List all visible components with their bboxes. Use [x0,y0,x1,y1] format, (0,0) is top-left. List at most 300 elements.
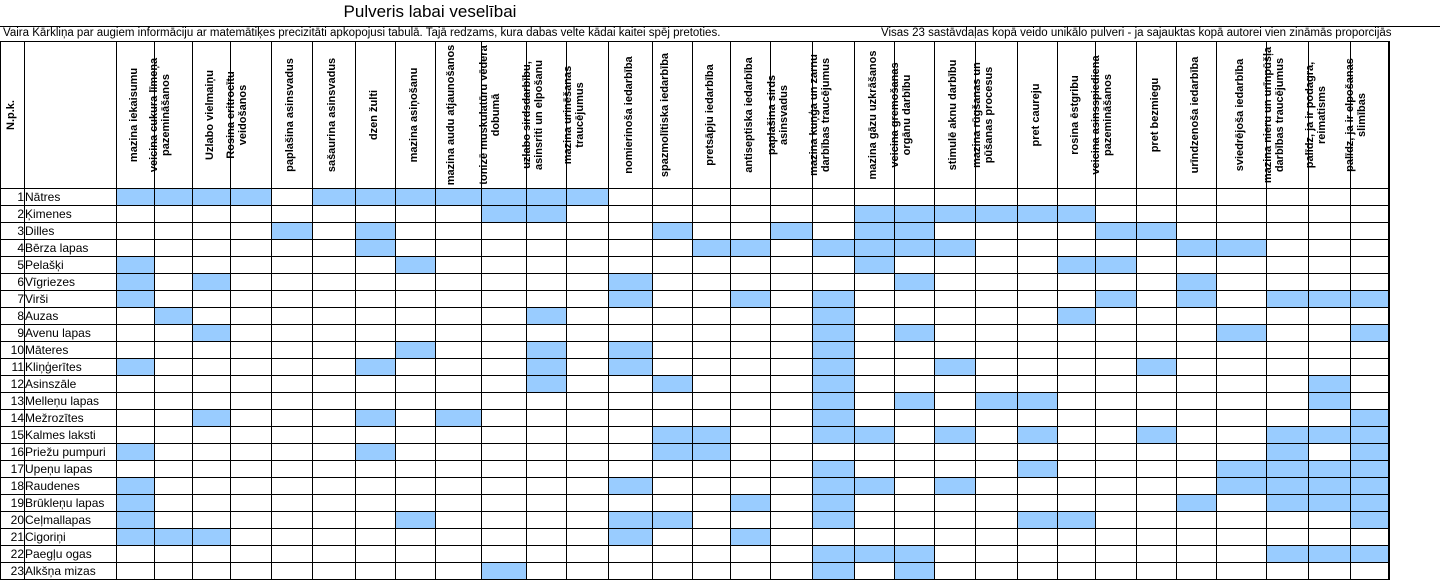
empty-cell[interactable] [1389,495,1390,512]
marked-cell[interactable] [482,563,527,580]
empty-cell[interactable] [231,444,272,461]
empty-cell[interactable] [1018,444,1058,461]
marked-cell[interactable] [356,444,396,461]
empty-cell[interactable] [1096,410,1137,427]
marked-cell[interactable] [935,206,976,223]
marked-cell[interactable] [895,393,935,410]
empty-cell[interactable] [567,478,609,495]
empty-cell[interactable] [272,240,313,257]
empty-cell[interactable] [935,495,976,512]
herb-name[interactable]: Auzas [25,308,117,325]
empty-cell[interactable] [895,410,935,427]
empty-cell[interactable] [356,325,396,342]
empty-cell[interactable] [1309,444,1351,461]
empty-cell[interactable] [1351,308,1389,325]
empty-cell[interactable] [1267,223,1309,240]
empty-cell[interactable] [1309,563,1351,580]
empty-cell[interactable] [1389,410,1390,427]
empty-cell[interactable] [356,376,396,393]
empty-cell[interactable] [482,325,527,342]
empty-cell[interactable] [1177,342,1217,359]
empty-cell[interactable] [231,410,272,427]
empty-cell[interactable] [1389,240,1390,257]
empty-cell[interactable] [567,308,609,325]
empty-cell[interactable] [567,206,609,223]
empty-cell[interactable] [527,478,567,495]
empty-cell[interactable] [813,189,855,206]
marked-cell[interactable] [1351,512,1389,529]
empty-cell[interactable] [396,359,436,376]
empty-cell[interactable] [272,257,313,274]
marked-cell[interactable] [895,325,935,342]
empty-cell[interactable] [313,410,356,427]
empty-cell[interactable] [527,546,567,563]
empty-cell[interactable] [527,240,567,257]
marked-cell[interactable] [813,495,855,512]
empty-cell[interactable] [855,342,895,359]
marked-cell[interactable] [1309,427,1351,444]
empty-cell[interactable] [356,291,396,308]
marked-cell[interactable] [1137,223,1177,240]
empty-cell[interactable] [731,410,771,427]
empty-cell[interactable] [813,223,855,240]
empty-cell[interactable] [976,342,1018,359]
empty-cell[interactable] [231,359,272,376]
empty-cell[interactable] [1351,189,1389,206]
marked-cell[interactable] [155,529,193,546]
empty-cell[interactable] [231,206,272,223]
empty-cell[interactable] [653,325,693,342]
empty-cell[interactable] [193,512,231,529]
empty-cell[interactable] [771,376,813,393]
empty-cell[interactable] [272,461,313,478]
empty-cell[interactable] [231,240,272,257]
empty-cell[interactable] [1137,529,1177,546]
marked-cell[interactable] [193,529,231,546]
empty-cell[interactable] [313,444,356,461]
empty-cell[interactable] [527,444,567,461]
empty-cell[interactable] [1351,529,1389,546]
marked-cell[interactable] [1177,291,1217,308]
empty-cell[interactable] [1267,563,1309,580]
empty-cell[interactable] [609,257,653,274]
empty-cell[interactable] [1137,240,1177,257]
empty-cell[interactable] [1177,325,1217,342]
empty-cell[interactable] [313,478,356,495]
empty-cell[interactable] [313,376,356,393]
empty-cell[interactable] [1177,529,1217,546]
marked-cell[interactable] [1096,291,1137,308]
empty-cell[interactable] [313,274,356,291]
empty-cell[interactable] [1217,427,1267,444]
empty-cell[interactable] [356,478,396,495]
empty-cell[interactable] [1217,189,1267,206]
empty-cell[interactable] [693,257,731,274]
marked-cell[interactable] [1351,546,1389,563]
herb-name[interactable]: Melleņu lapas [25,393,117,410]
marked-cell[interactable] [609,342,653,359]
empty-cell[interactable] [313,512,356,529]
empty-cell[interactable] [1267,240,1309,257]
empty-cell[interactable] [1267,189,1309,206]
marked-cell[interactable] [117,359,155,376]
empty-cell[interactable] [231,512,272,529]
empty-cell[interactable] [771,529,813,546]
empty-cell[interactable] [1058,342,1096,359]
empty-cell[interactable] [272,427,313,444]
empty-cell[interactable] [1309,359,1351,376]
empty-cell[interactable] [1351,274,1389,291]
empty-cell[interactable] [117,308,155,325]
empty-cell[interactable] [813,274,855,291]
empty-cell[interactable] [653,206,693,223]
empty-cell[interactable] [482,478,527,495]
empty-cell[interactable] [396,410,436,427]
empty-cell[interactable] [155,427,193,444]
empty-cell[interactable] [693,206,731,223]
empty-cell[interactable] [1018,189,1058,206]
empty-cell[interactable] [1177,512,1217,529]
marked-cell[interactable] [1351,410,1389,427]
empty-cell[interactable] [313,529,356,546]
marked-cell[interactable] [117,257,155,274]
empty-cell[interactable] [117,376,155,393]
empty-cell[interactable] [155,478,193,495]
marked-cell[interactable] [356,410,396,427]
empty-cell[interactable] [1137,444,1177,461]
empty-cell[interactable] [935,223,976,240]
marked-cell[interactable] [356,189,396,206]
empty-cell[interactable] [855,512,895,529]
herb-name[interactable]: Ceļmallapas [25,512,117,529]
empty-cell[interactable] [272,546,313,563]
marked-cell[interactable] [1267,427,1309,444]
empty-cell[interactable] [1177,308,1217,325]
empty-cell[interactable] [693,512,731,529]
herb-name[interactable]: Alkšņa mizas [25,563,117,580]
empty-cell[interactable] [1137,512,1177,529]
empty-cell[interactable] [1018,274,1058,291]
empty-cell[interactable] [1309,189,1351,206]
empty-cell[interactable] [1217,359,1267,376]
empty-cell[interactable] [693,189,731,206]
empty-cell[interactable] [482,495,527,512]
empty-cell[interactable] [1389,546,1390,563]
empty-cell[interactable] [117,342,155,359]
marked-cell[interactable] [1177,274,1217,291]
empty-cell[interactable] [396,495,436,512]
empty-cell[interactable] [693,274,731,291]
marked-cell[interactable] [895,274,935,291]
empty-cell[interactable] [1018,325,1058,342]
marked-cell[interactable] [1217,325,1267,342]
empty-cell[interactable] [813,206,855,223]
empty-cell[interactable] [231,461,272,478]
marked-cell[interactable] [436,189,482,206]
empty-cell[interactable] [1096,240,1137,257]
empty-cell[interactable] [976,427,1018,444]
empty-cell[interactable] [976,359,1018,376]
empty-cell[interactable] [1058,410,1096,427]
herb-name[interactable]: Kliņģerītes [25,359,117,376]
marked-cell[interactable] [231,189,272,206]
empty-cell[interactable] [117,546,155,563]
empty-cell[interactable] [771,359,813,376]
marked-cell[interactable] [653,427,693,444]
empty-cell[interactable] [1351,342,1389,359]
marked-cell[interactable] [609,529,653,546]
empty-cell[interactable] [935,512,976,529]
empty-cell[interactable] [1058,325,1096,342]
marked-cell[interactable] [813,342,855,359]
empty-cell[interactable] [855,563,895,580]
empty-cell[interactable] [1096,376,1137,393]
empty-cell[interactable] [313,359,356,376]
row-number[interactable]: 6 [1,274,25,291]
empty-cell[interactable] [1267,308,1309,325]
marked-cell[interactable] [527,308,567,325]
empty-cell[interactable] [1389,444,1390,461]
row-number[interactable]: 21 [1,529,25,546]
empty-cell[interactable] [813,529,855,546]
empty-cell[interactable] [272,308,313,325]
empty-cell[interactable] [935,410,976,427]
empty-cell[interactable] [653,410,693,427]
empty-cell[interactable] [1177,478,1217,495]
herb-name[interactable]: Asinszāle [25,376,117,393]
marked-cell[interactable] [482,206,527,223]
empty-cell[interactable] [895,529,935,546]
empty-cell[interactable] [895,461,935,478]
empty-cell[interactable] [272,393,313,410]
empty-cell[interactable] [1309,325,1351,342]
empty-cell[interactable] [693,546,731,563]
marked-cell[interactable] [1389,325,1390,342]
marked-cell[interactable] [1309,291,1351,308]
marked-cell[interactable] [482,189,527,206]
empty-cell[interactable] [155,546,193,563]
empty-cell[interactable] [567,427,609,444]
empty-cell[interactable] [771,512,813,529]
empty-cell[interactable] [155,461,193,478]
marked-cell[interactable] [609,478,653,495]
empty-cell[interactable] [855,461,895,478]
empty-cell[interactable] [272,563,313,580]
marked-cell[interactable] [976,393,1018,410]
empty-cell[interactable] [272,512,313,529]
empty-cell[interactable] [653,461,693,478]
empty-cell[interactable] [527,291,567,308]
empty-cell[interactable] [155,342,193,359]
empty-cell[interactable] [976,223,1018,240]
marked-cell[interactable] [1137,427,1177,444]
marked-cell[interactable] [1217,478,1267,495]
empty-cell[interactable] [1058,189,1096,206]
empty-cell[interactable] [1058,274,1096,291]
marked-cell[interactable] [855,478,895,495]
empty-cell[interactable] [313,257,356,274]
empty-cell[interactable] [1309,206,1351,223]
empty-cell[interactable] [1096,308,1137,325]
herb-name[interactable]: Paegļu ogas [25,546,117,563]
marked-cell[interactable] [527,206,567,223]
empty-cell[interactable] [1267,359,1309,376]
empty-cell[interactable] [193,291,231,308]
empty-cell[interactable] [653,495,693,512]
empty-cell[interactable] [155,359,193,376]
empty-cell[interactable] [117,223,155,240]
empty-cell[interactable] [117,325,155,342]
empty-cell[interactable] [1267,274,1309,291]
empty-cell[interactable] [609,461,653,478]
empty-cell[interactable] [155,512,193,529]
empty-cell[interactable] [527,410,567,427]
empty-cell[interactable] [1309,223,1351,240]
empty-cell[interactable] [1137,189,1177,206]
marked-cell[interactable] [1351,478,1389,495]
empty-cell[interactable] [771,495,813,512]
marked-cell[interactable] [813,478,855,495]
marked-cell[interactable] [117,189,155,206]
empty-cell[interactable] [567,512,609,529]
empty-cell[interactable] [1267,393,1309,410]
empty-cell[interactable] [1389,393,1390,410]
empty-cell[interactable] [1267,325,1309,342]
empty-cell[interactable] [356,461,396,478]
marked-cell[interactable] [527,359,567,376]
empty-cell[interactable] [1389,206,1390,223]
empty-cell[interactable] [609,325,653,342]
empty-cell[interactable] [935,291,976,308]
row-number[interactable]: 14 [1,410,25,427]
empty-cell[interactable] [771,478,813,495]
empty-cell[interactable] [313,223,356,240]
row-number[interactable]: 1 [1,189,25,206]
row-number[interactable]: 19 [1,495,25,512]
empty-cell[interactable] [436,512,482,529]
empty-cell[interactable] [609,240,653,257]
marked-cell[interactable] [855,257,895,274]
empty-cell[interactable] [935,308,976,325]
empty-cell[interactable] [855,189,895,206]
empty-cell[interactable] [356,257,396,274]
herb-name[interactable]: Bērza lapas [25,240,117,257]
empty-cell[interactable] [567,342,609,359]
empty-cell[interactable] [935,529,976,546]
marked-cell[interactable] [813,325,855,342]
empty-cell[interactable] [356,495,396,512]
empty-cell[interactable] [1137,393,1177,410]
empty-cell[interactable] [1177,189,1217,206]
empty-cell[interactable] [731,223,771,240]
empty-cell[interactable] [567,529,609,546]
empty-cell[interactable] [1389,223,1390,240]
empty-cell[interactable] [1177,546,1217,563]
marked-cell[interactable] [731,529,771,546]
empty-cell[interactable] [272,376,313,393]
row-number[interactable]: 22 [1,546,25,563]
empty-cell[interactable] [482,342,527,359]
empty-cell[interactable] [771,461,813,478]
empty-cell[interactable] [653,546,693,563]
marked-cell[interactable] [396,342,436,359]
empty-cell[interactable] [1217,563,1267,580]
marked-cell[interactable] [1267,495,1309,512]
marked-cell[interactable] [1351,444,1389,461]
empty-cell[interactable] [653,257,693,274]
marked-cell[interactable] [1351,325,1389,342]
empty-cell[interactable] [567,376,609,393]
empty-cell[interactable] [396,546,436,563]
marked-cell[interactable] [193,325,231,342]
empty-cell[interactable] [193,393,231,410]
empty-cell[interactable] [1137,308,1177,325]
empty-cell[interactable] [396,376,436,393]
empty-cell[interactable] [482,512,527,529]
empty-cell[interactable] [1096,342,1137,359]
empty-cell[interactable] [1137,410,1177,427]
empty-cell[interactable] [935,189,976,206]
empty-cell[interactable] [1217,342,1267,359]
empty-cell[interactable] [527,495,567,512]
marked-cell[interactable] [1351,427,1389,444]
empty-cell[interactable] [436,257,482,274]
empty-cell[interactable] [653,529,693,546]
empty-cell[interactable] [1389,563,1390,580]
empty-cell[interactable] [155,223,193,240]
empty-cell[interactable] [731,206,771,223]
herb-name[interactable]: Cigoriņi [25,529,117,546]
empty-cell[interactable] [1177,427,1217,444]
marked-cell[interactable] [117,529,155,546]
empty-cell[interactable] [1058,291,1096,308]
herb-name[interactable]: Virši [25,291,117,308]
empty-cell[interactable] [1018,376,1058,393]
marked-cell[interactable] [693,427,731,444]
marked-cell[interactable] [117,512,155,529]
marked-cell[interactable] [855,223,895,240]
empty-cell[interactable] [356,546,396,563]
empty-cell[interactable] [693,325,731,342]
empty-cell[interactable] [1309,240,1351,257]
empty-cell[interactable] [1351,376,1389,393]
empty-cell[interactable] [1389,189,1390,206]
empty-cell[interactable] [231,495,272,512]
empty-cell[interactable] [976,529,1018,546]
marked-cell[interactable] [855,546,895,563]
empty-cell[interactable] [272,189,313,206]
marked-cell[interactable] [1309,461,1351,478]
herb-name[interactable]: Upeņu lapas [25,461,117,478]
empty-cell[interactable] [731,376,771,393]
empty-cell[interactable] [976,444,1018,461]
empty-cell[interactable] [771,240,813,257]
empty-cell[interactable] [609,393,653,410]
empty-cell[interactable] [609,206,653,223]
empty-cell[interactable] [436,342,482,359]
marked-cell[interactable] [609,359,653,376]
empty-cell[interactable] [231,257,272,274]
row-number[interactable]: 18 [1,478,25,495]
empty-cell[interactable] [193,478,231,495]
empty-cell[interactable] [117,410,155,427]
empty-cell[interactable] [1018,240,1058,257]
empty-cell[interactable] [436,461,482,478]
empty-cell[interactable] [653,189,693,206]
empty-cell[interactable] [855,274,895,291]
empty-cell[interactable] [731,393,771,410]
empty-cell[interactable] [436,529,482,546]
